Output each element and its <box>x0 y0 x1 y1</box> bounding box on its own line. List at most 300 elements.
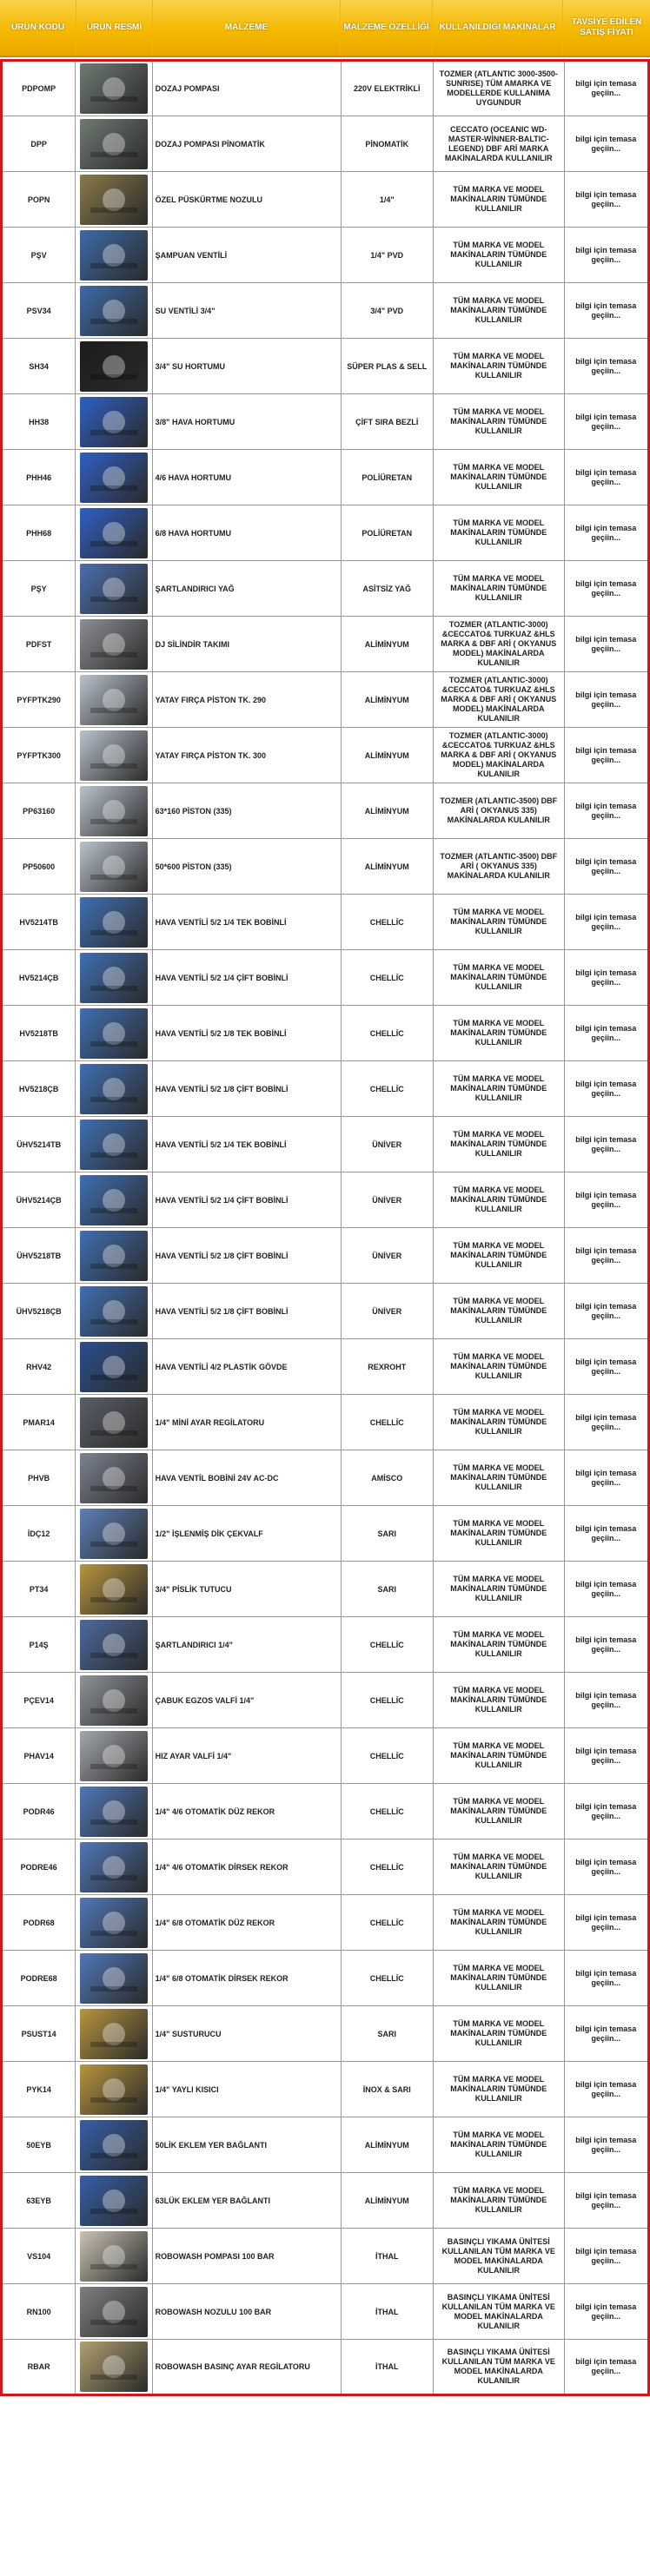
price-contact-link[interactable]: bilgi için temasa geçiin... <box>564 2006 648 2062</box>
product-machines: TÜM MARKA VE MODEL MAKİNALARIN TÜMÜNDE KULLANILIR <box>433 1117 564 1172</box>
product-code: PÇEV14 <box>2 1673 76 1728</box>
table-row <box>2 1840 649 1895</box>
product-code: SH34 <box>2 339 76 394</box>
product-name: YATAY FIRÇA PİSTON TK. 290 <box>152 672 341 728</box>
product-feature: 1/4" <box>341 172 433 228</box>
price-contact-link[interactable]: bilgi için temasa geçiin... <box>564 1395 648 1450</box>
product-code: PODRE46 <box>2 1840 76 1895</box>
product-code: HV5218TB <box>2 1006 76 1061</box>
table-row <box>2 728 649 783</box>
product-name: HAVA VENTİLİ 5/2 1/8 ÇİFT BOBİNLİ <box>152 1284 341 1339</box>
product-feature: ÜNİVER <box>341 1117 433 1172</box>
product-photo[interactable] <box>80 119 148 169</box>
product-feature: ALİMİNYUM <box>341 783 433 839</box>
product-feature: CHELLİC <box>341 1006 433 1061</box>
product-feature: 3/4" PVD <box>341 283 433 339</box>
price-contact-link[interactable]: bilgi için temasa geçiin... <box>564 1061 648 1117</box>
table-row <box>2 283 649 339</box>
product-machines: TÜM MARKA VE MODEL MAKİNALARIN TÜMÜNDE KULLANILIR <box>433 1562 564 1617</box>
product-photo[interactable] <box>80 2176 148 2226</box>
product-photo[interactable] <box>80 1175 148 1225</box>
product-photo[interactable] <box>80 1286 148 1337</box>
product-name: 1/4" SUSTURUCU <box>152 2006 341 2062</box>
product-code: PSV34 <box>2 283 76 339</box>
product-feature: ASİTSİZ YAĞ <box>341 561 433 617</box>
product-machines: TOZMER (ATLANTIC-3000) &CECCATO& TURKUAZ &HLS MARKA & DBF ARİ ( OKYANUS MODEL) MAKİNALARDA KULANILIR <box>433 617 564 672</box>
product-photo[interactable] <box>80 397 148 447</box>
product-photo[interactable] <box>80 1675 148 1726</box>
product-name: HAVA VENTİLİ 4/2 PLASTİK GÖVDE <box>152 1339 341 1395</box>
header-price: TAVSİYE EDİLEN SATIŞ FİYATI <box>571 17 642 37</box>
product-machines: TÜM MARKA VE MODEL MAKİNALARIN TÜMÜNDE KULLANILIR <box>433 1339 564 1395</box>
price-contact-link[interactable]: bilgi için temasa geçiin... <box>564 839 648 895</box>
product-code: RN100 <box>2 2284 76 2340</box>
product-feature: CHELLİC <box>341 1895 433 1951</box>
product-photo[interactable] <box>80 2287 148 2337</box>
product-feature: ALİMİNYUM <box>341 2117 433 2173</box>
product-machines: BASINÇLI YIKAMA ÜNİTESİ KULLANILAN TÜM MARKA VE MODEL MAKİNALARDA KULANILIR <box>433 2340 564 2395</box>
price-contact-link[interactable]: bilgi için temasa geçiin... <box>564 1006 648 1061</box>
product-code: PP63160 <box>2 783 76 839</box>
product-name: HAVA VENTİL BOBİNİ 24V AC-DC <box>152 1450 341 1506</box>
table-row <box>2 2284 649 2340</box>
product-machines: TÜM MARKA VE MODEL MAKİNALARIN TÜMÜNDE KULLANILIR <box>433 1840 564 1895</box>
table-row <box>2 617 649 672</box>
table-row <box>2 672 649 728</box>
header-image: ÜRÜN RESMİ <box>76 0 153 56</box>
product-name: 63LÜK EKLEM YER BAĞLANTI <box>152 2173 341 2229</box>
product-code: ÜHV5214TB <box>2 1117 76 1172</box>
table-row <box>2 1284 649 1339</box>
product-code: POPN <box>2 172 76 228</box>
product-machines: TOZMER (ATLANTIC-3500) DBF ARİ ( OKYANUS 335) MAKİNALARDA KULANILIR <box>433 783 564 839</box>
product-feature: ALİMİNYUM <box>341 728 433 783</box>
product-machines: TÜM MARKA VE MODEL MAKİNALARIN TÜMÜNDE KULLANILIR <box>433 1506 564 1562</box>
product-code: HV5218ÇB <box>2 1061 76 1117</box>
table-row <box>2 505 649 561</box>
product-photo[interactable] <box>80 1064 148 1114</box>
product-code: PT34 <box>2 1562 76 1617</box>
product-machines: TÜM MARKA VE MODEL MAKİNALARIN TÜMÜNDE KULLANILIR <box>433 1728 564 1784</box>
product-photo[interactable] <box>80 1842 148 1892</box>
product-code: VS104 <box>2 2229 76 2284</box>
product-machines: TÜM MARKA VE MODEL MAKİNALARIN TÜMÜNDE KULLANILIR <box>433 394 564 450</box>
table-row <box>2 1006 649 1061</box>
product-feature: İNOX & SARI <box>341 2062 433 2117</box>
price-contact-link[interactable]: bilgi için temasa geçiin... <box>564 228 648 283</box>
product-machines: TÜM MARKA VE MODEL MAKİNALARIN TÜMÜNDE KULLANILIR <box>433 1061 564 1117</box>
price-contact-link[interactable]: bilgi için temasa geçiin... <box>564 1228 648 1284</box>
product-feature: CHELLİC <box>341 1784 433 1840</box>
product-code: PHAV14 <box>2 1728 76 1784</box>
price-contact-link[interactable]: bilgi için temasa geçiin... <box>564 1895 648 1951</box>
table-row <box>2 2340 649 2395</box>
product-photo[interactable] <box>80 2231 148 2282</box>
table-row <box>2 61 649 116</box>
product-machines: TÜM MARKA VE MODEL MAKİNALARIN TÜMÜNDE KULLANILIR <box>433 561 564 617</box>
product-feature: ÇİFT SIRA BEZLİ <box>341 394 433 450</box>
price-contact-link[interactable]: bilgi için temasa geçiin... <box>564 505 648 561</box>
product-name: HAVA VENTİLİ 5/2 1/8 ÇİFT BOBİNLİ <box>152 1228 341 1284</box>
table-row <box>2 1895 649 1951</box>
table-row <box>2 950 649 1006</box>
table-row <box>2 1617 649 1673</box>
product-machines: BASINÇLI YIKAMA ÜNİTESİ KULLANILAN TÜM MARKA VE MODEL MAKİNALARDA KULANILIR <box>433 2229 564 2284</box>
product-feature: İTHAL <box>341 2229 433 2284</box>
table-row <box>2 1228 649 1284</box>
product-photo[interactable] <box>80 2009 148 2059</box>
product-photo[interactable] <box>80 1120 148 1170</box>
price-contact-link[interactable]: bilgi için temasa geçiin... <box>564 450 648 505</box>
product-photo[interactable] <box>80 675 148 725</box>
product-name: 1/4" 4/6 OTOMATİK DÜZ REKOR <box>152 1784 341 1840</box>
product-photo[interactable] <box>80 452 148 503</box>
product-feature: CHELLİC <box>341 895 433 950</box>
price-contact-link[interactable]: bilgi için temasa geçiin... <box>564 672 648 728</box>
product-photo[interactable] <box>80 953 148 1003</box>
table-row <box>2 1172 649 1228</box>
product-machines: CECCATO (OCEANIC WD-MASTER-WİNNER-BALTIC-LEGEND) DBF ARİ MARKA MAKİNALARDA KULLANILIR <box>433 116 564 172</box>
price-contact-link[interactable]: bilgi için temasa geçiin... <box>564 1117 648 1172</box>
price-contact-link[interactable]: bilgi için temasa geçiin... <box>564 2173 648 2229</box>
product-machines: TOZMER (ATLANTIC-3000) &CECCATO& TURKUAZ &HLS MARKA & DBF ARİ ( OKYANUS MODEL) MAKİNALARDA KULANILIR <box>433 672 564 728</box>
product-machines: TÜM MARKA VE MODEL MAKİNALARIN TÜMÜNDE KULLANILIR <box>433 450 564 505</box>
table-row <box>2 450 649 505</box>
price-contact-link[interactable]: bilgi için temasa geçiin... <box>564 116 648 172</box>
product-feature: CHELLİC <box>341 1617 433 1673</box>
header-name: MALZEME <box>153 0 341 56</box>
product-photo[interactable] <box>80 1953 148 2004</box>
product-feature: İTHAL <box>341 2284 433 2340</box>
table-row <box>2 1728 649 1784</box>
table-row <box>2 394 649 450</box>
product-code: RBAR <box>2 2340 76 2395</box>
product-name: 63*160 PİSTON (335) <box>152 783 341 839</box>
product-name: ÖZEL PÜSKÜRTME NOZULU <box>152 172 341 228</box>
product-photo[interactable] <box>80 230 148 281</box>
product-name: 3/4" PİSLİK TUTUCU <box>152 1562 341 1617</box>
price-contact-link[interactable]: bilgi için temasa geçiin... <box>564 783 648 839</box>
price-contact-link[interactable]: bilgi için temasa geçiin... <box>564 1284 648 1339</box>
header-code: ÜRÜN KODU <box>0 0 76 56</box>
product-code: PDPOMP <box>2 61 76 116</box>
product-code: PHH68 <box>2 505 76 561</box>
product-name: SU VENTİLİ 3/4" <box>152 283 341 339</box>
product-feature: POLİÜRETAN <box>341 505 433 561</box>
table-row <box>2 1784 649 1840</box>
price-contact-link[interactable]: bilgi için temasa geçiin... <box>564 1339 648 1395</box>
product-machines: TÜM MARKA VE MODEL MAKİNALARIN TÜMÜNDE KULLANILIR <box>433 1951 564 2006</box>
product-machines: TÜM MARKA VE MODEL MAKİNALARIN TÜMÜNDE KULLANILIR <box>433 1172 564 1228</box>
price-contact-link[interactable]: bilgi için temasa geçiin... <box>564 1617 648 1673</box>
product-name: ROBOWASH BASINÇ AYAR REGİLATORU <box>152 2340 341 2395</box>
price-contact-link[interactable]: bilgi için temasa geçiin... <box>564 2229 648 2284</box>
product-photo[interactable] <box>80 508 148 558</box>
price-contact-link[interactable]: bilgi için temasa geçiin... <box>564 1951 648 2006</box>
product-code: PODR46 <box>2 1784 76 1840</box>
product-photo[interactable] <box>80 786 148 836</box>
product-name: HAVA VENTİLİ 5/2 1/8 ÇİFT BOBİNLİ <box>152 1061 341 1117</box>
product-machines: TÜM MARKA VE MODEL MAKİNALARIN TÜMÜNDE KULLANILIR <box>433 2006 564 2062</box>
table-row <box>2 2229 649 2284</box>
product-code: PODRE68 <box>2 1951 76 2006</box>
product-code: RHV42 <box>2 1339 76 1395</box>
product-machines: TÜM MARKA VE MODEL MAKİNALARIN TÜMÜNDE KULLANILIR <box>433 1895 564 1951</box>
product-code: HV5214TB <box>2 895 76 950</box>
product-name: HAVA VENTİLİ 5/2 1/4 ÇİFT BOBİNLİ <box>152 1172 341 1228</box>
product-name: DOZAJ POMPASI PİNOMATİK <box>152 116 341 172</box>
table-row <box>2 1450 649 1506</box>
product-code: İDÇ12 <box>2 1506 76 1562</box>
price-contact-link[interactable]: bilgi için temasa geçiin... <box>564 2340 648 2395</box>
product-name: 1/4" 6/8 OTOMATİK DİRSEK REKOR <box>152 1951 341 2006</box>
product-photo[interactable] <box>80 897 148 948</box>
product-machines: TÜM MARKA VE MODEL MAKİNALARIN TÜMÜNDE KULLANILIR <box>433 1673 564 1728</box>
product-machines: TÜM MARKA VE MODEL MAKİNALARIN TÜMÜNDE KULLANILIR <box>433 1617 564 1673</box>
product-name: HIZ AYAR VALFİ 1/4" <box>152 1728 341 1784</box>
product-feature: 1/4" PVD <box>341 228 433 283</box>
product-name: HAVA VENTİLİ 5/2 1/4 TEK BOBİNLİ <box>152 895 341 950</box>
product-photo[interactable] <box>80 1231 148 1281</box>
product-feature: ÜNİVER <box>341 1228 433 1284</box>
product-name: ROBOWASH NOZULU 100 BAR <box>152 2284 341 2340</box>
product-name: 1/2" İŞLENMİŞ DİK ÇEKVALF <box>152 1506 341 1562</box>
product-feature: ALİMİNYUM <box>341 2173 433 2229</box>
table-row <box>2 839 649 895</box>
price-contact-link[interactable]: bilgi için temasa geçiin... <box>564 1784 648 1840</box>
product-name: 3/4" SU HORTUMU <box>152 339 341 394</box>
product-machines: TÜM MARKA VE MODEL MAKİNALARIN TÜMÜNDE KULLANILIR <box>433 1450 564 1506</box>
table-row <box>2 2062 649 2117</box>
product-code: DPP <box>2 116 76 172</box>
product-photo[interactable] <box>80 1898 148 1948</box>
product-machines: TÜM MARKA VE MODEL MAKİNALARIN TÜMÜNDE KULLANILIR <box>433 950 564 1006</box>
product-photo[interactable] <box>80 2064 148 2115</box>
product-feature: ÜNİVER <box>341 1172 433 1228</box>
table-row <box>2 1339 649 1395</box>
product-photo[interactable] <box>80 286 148 336</box>
product-photo[interactable] <box>80 619 148 670</box>
price-contact-link[interactable]: bilgi için temasa geçiin... <box>564 61 648 116</box>
product-name: 6/8 HAVA HORTUMU <box>152 505 341 561</box>
table-row <box>2 2173 649 2229</box>
price-contact-link[interactable]: bilgi için temasa geçiin... <box>564 2062 648 2117</box>
product-code: PHH46 <box>2 450 76 505</box>
table-row <box>2 228 649 283</box>
product-code: 50EYB <box>2 2117 76 2173</box>
product-photo[interactable] <box>80 842 148 892</box>
price-contact-link[interactable]: bilgi için temasa geçiin... <box>564 283 648 339</box>
product-machines: TÜM MARKA VE MODEL MAKİNALARIN TÜMÜNDE KULLANILIR <box>433 172 564 228</box>
price-contact-link[interactable]: bilgi için temasa geçiin... <box>564 1673 648 1728</box>
price-contact-link[interactable]: bilgi için temasa geçiin... <box>564 2117 648 2173</box>
product-code: PHVB <box>2 1450 76 1506</box>
product-name: ŞAMPUAN VENTİLİ <box>152 228 341 283</box>
product-name: 1/4" MİNİ AYAR REGİLATORU <box>152 1395 341 1450</box>
product-photo[interactable] <box>80 564 148 614</box>
product-code: HV5214ÇB <box>2 950 76 1006</box>
table-row <box>2 1506 649 1562</box>
table-row <box>2 172 649 228</box>
product-name: 1/4" 4/6 OTOMATİK DİRSEK REKOR <box>152 1840 341 1895</box>
table-row <box>2 783 649 839</box>
product-feature: ÜNİVER <box>341 1284 433 1339</box>
product-code: PYFPTK290 <box>2 672 76 728</box>
product-code: P14Ş <box>2 1617 76 1673</box>
product-name: ŞARTLANDIRICI 1/4" <box>152 1617 341 1673</box>
product-feature: ALİMİNYUM <box>341 839 433 895</box>
table-row <box>2 2006 649 2062</box>
product-name: DJ SİLİNDİR TAKIMI <box>152 617 341 672</box>
table-row <box>2 1117 649 1172</box>
product-name: 1/4" 6/8 OTOMATİK DÜZ REKOR <box>152 1895 341 1951</box>
table-row <box>2 339 649 394</box>
table-row <box>2 561 649 617</box>
product-feature: SARI <box>341 1562 433 1617</box>
price-contact-link[interactable]: bilgi için temasa geçiin... <box>564 1840 648 1895</box>
product-machines: TÜM MARKA VE MODEL MAKİNALARIN TÜMÜNDE KULLANILIR <box>433 1284 564 1339</box>
product-name: 1/4" YAYLI KISICI <box>152 2062 341 2117</box>
table-row <box>2 1562 649 1617</box>
product-code: ÜHV5214ÇB <box>2 1172 76 1228</box>
product-machines: TÜM MARKA VE MODEL MAKİNALARIN TÜMÜNDE KULLANILIR <box>433 339 564 394</box>
product-code: PODR68 <box>2 1895 76 1951</box>
product-photo[interactable] <box>80 1731 148 1781</box>
product-feature: PİNOMATİK <box>341 116 433 172</box>
product-name: HAVA VENTİLİ 5/2 1/8 TEK BOBİNLİ <box>152 1006 341 1061</box>
product-photo[interactable] <box>80 2120 148 2170</box>
product-feature: ALİMİNYUM <box>341 672 433 728</box>
product-machines: TÜM MARKA VE MODEL MAKİNALARIN TÜMÜNDE KULLANILIR <box>433 283 564 339</box>
product-name: ŞARTLANDIRICI YAĞ <box>152 561 341 617</box>
product-machines: TOZMER (ATLANTIC 3000-3500-SUNRISE) TÜM AMARKA VE MODELLERDE KULLANIMA UYGUNDUR <box>433 61 564 116</box>
product-name: 50*600 PİSTON (335) <box>152 839 341 895</box>
product-name: 50LİK EKLEM YER BAĞLANTI <box>152 2117 341 2173</box>
product-name: ÇABUK EGZOS VALFİ 1/4" <box>152 1673 341 1728</box>
table-header <box>0 0 650 57</box>
product-code: PYFPTK300 <box>2 728 76 783</box>
product-machines: TÜM MARKA VE MODEL MAKİNALARIN TÜMÜNDE KULLANILIR <box>433 2117 564 2173</box>
product-machines: TOZMER (ATLANTIC-3000) &CECCATO& TURKUAZ &HLS MARKA & DBF ARİ ( OKYANUS MODEL) MAKİNALARDA KULANILIR <box>433 728 564 783</box>
price-contact-link[interactable]: bilgi için temasa geçiin... <box>564 1450 648 1506</box>
price-contact-link[interactable]: bilgi için temasa geçiin... <box>564 950 648 1006</box>
product-photo[interactable] <box>80 175 148 225</box>
product-feature: İTHAL <box>341 2340 433 2395</box>
product-photo[interactable] <box>80 1453 148 1503</box>
product-feature: ALİMİNYUM <box>341 617 433 672</box>
product-feature: CHELLİC <box>341 1673 433 1728</box>
product-photo[interactable] <box>80 1509 148 1559</box>
product-code: ÜHV5218ÇB <box>2 1284 76 1339</box>
product-feature: 220V ELEKTRİKLİ <box>341 61 433 116</box>
product-name: HAVA VENTİLİ 5/2 1/4 TEK BOBİNLİ <box>152 1117 341 1172</box>
price-contact-link[interactable]: bilgi için temasa geçiin... <box>564 394 648 450</box>
product-feature: CHELLİC <box>341 1395 433 1450</box>
product-name: HAVA VENTİLİ 5/2 1/4 ÇİFT BOBİNLİ <box>152 950 341 1006</box>
price-contact-link[interactable]: bilgi için temasa geçiin... <box>564 617 648 672</box>
product-code: PMAR14 <box>2 1395 76 1450</box>
product-name: DOZAJ POMPASI <box>152 61 341 116</box>
product-photo[interactable] <box>80 1008 148 1059</box>
product-photo[interactable] <box>80 1342 148 1392</box>
product-machines: TÜM MARKA VE MODEL MAKİNALARIN TÜMÜNDE KULLANILIR <box>433 1228 564 1284</box>
product-code: 63EYB <box>2 2173 76 2229</box>
product-code: ÜHV5218TB <box>2 1228 76 1284</box>
product-machines: BASINÇLI YIKAMA ÜNİTESİ KULLANILAN TÜM MARKA VE MODEL MAKİNALARDA KULANILIR <box>433 2284 564 2340</box>
product-photo[interactable] <box>80 1397 148 1448</box>
price-contact-link[interactable]: bilgi için temasa geçiin... <box>564 1728 648 1784</box>
product-feature: REXROHT <box>341 1339 433 1395</box>
price-contact-link[interactable]: bilgi için temasa geçiin... <box>564 728 648 783</box>
product-machines: TÜM MARKA VE MODEL MAKİNALARIN TÜMÜNDE KULLANILIR <box>433 895 564 950</box>
product-code: PP50600 <box>2 839 76 895</box>
header-machines: KULLANILDIĞI MAKİNALAR <box>433 0 563 56</box>
product-photo[interactable] <box>80 1564 148 1615</box>
table-row <box>2 1061 649 1117</box>
table-row <box>2 2117 649 2173</box>
product-feature: CHELLİC <box>341 950 433 1006</box>
product-photo[interactable] <box>80 2342 148 2392</box>
product-code: HH38 <box>2 394 76 450</box>
product-feature: AMİSCO <box>341 1450 433 1506</box>
product-photo[interactable] <box>80 1787 148 1837</box>
product-name: 3/8" HAVA HORTUMU <box>152 394 341 450</box>
table-row <box>2 1395 649 1450</box>
price-contact-link[interactable]: bilgi için temasa geçiin... <box>564 172 648 228</box>
product-name: 4/6 HAVA HORTUMU <box>152 450 341 505</box>
product-machines: TÜM MARKA VE MODEL MAKİNALARIN TÜMÜNDE KULLANILIR <box>433 505 564 561</box>
product-code: PŞY <box>2 561 76 617</box>
price-contact-link[interactable]: bilgi için temasa geçiin... <box>564 2284 648 2340</box>
price-contact-link[interactable]: bilgi için temasa geçiin... <box>564 561 648 617</box>
product-feature: CHELLİC <box>341 1728 433 1784</box>
product-feature: SARI <box>341 1506 433 1562</box>
header-feature: MALZEME ÖZELLİĞİ <box>341 0 433 56</box>
price-contact-link[interactable]: bilgi için temasa geçiin... <box>564 895 648 950</box>
price-contact-link[interactable]: bilgi için temasa geçiin... <box>564 1172 648 1228</box>
table-row <box>2 895 649 950</box>
product-photo[interactable] <box>80 341 148 392</box>
table-row <box>2 1673 649 1728</box>
product-code: PSUST14 <box>2 2006 76 2062</box>
price-contact-link[interactable]: bilgi için temasa geçiin... <box>564 1562 648 1617</box>
product-table <box>0 59 650 2396</box>
product-feature: SARI <box>341 2006 433 2062</box>
product-name: YATAY FIRÇA PİSTON TK. 300 <box>152 728 341 783</box>
product-photo[interactable] <box>80 63 148 114</box>
product-code: PYK14 <box>2 2062 76 2117</box>
product-feature: CHELLİC <box>341 1061 433 1117</box>
table-row <box>2 116 649 172</box>
product-name: ROBOWASH POMPASI 100 BAR <box>152 2229 341 2284</box>
product-machines: TÜM MARKA VE MODEL MAKİNALARIN TÜMÜNDE KULLANILIR <box>433 1006 564 1061</box>
product-machines: TÜM MARKA VE MODEL MAKİNALARIN TÜMÜNDE KULLANILIR <box>433 228 564 283</box>
product-feature: CHELLİC <box>341 1951 433 2006</box>
product-machines: TÜM MARKA VE MODEL MAKİNALARIN TÜMÜNDE KULLANILIR <box>433 2062 564 2117</box>
product-machines: TOZMER (ATLANTIC-3500) DBF ARİ ( OKYANUS 335) MAKİNALARDA KULANILIR <box>433 839 564 895</box>
product-feature: CHELLİC <box>341 1840 433 1895</box>
product-photo[interactable] <box>80 1620 148 1670</box>
price-contact-link[interactable]: bilgi için temasa geçiin... <box>564 1506 648 1562</box>
price-contact-link[interactable]: bilgi için temasa geçiin... <box>564 339 648 394</box>
product-photo[interactable] <box>80 730 148 781</box>
product-code: PDFST <box>2 617 76 672</box>
product-machines: TÜM MARKA VE MODEL MAKİNALARIN TÜMÜNDE KULLANILIR <box>433 1784 564 1840</box>
product-machines: TÜM MARKA VE MODEL MAKİNALARIN TÜMÜNDE KULLANILIR <box>433 2173 564 2229</box>
product-code: PŞV <box>2 228 76 283</box>
product-machines: TÜM MARKA VE MODEL MAKİNALARIN TÜMÜNDE KULLANILIR <box>433 1395 564 1450</box>
product-feature: SÜPER PLAS & SELL <box>341 339 433 394</box>
